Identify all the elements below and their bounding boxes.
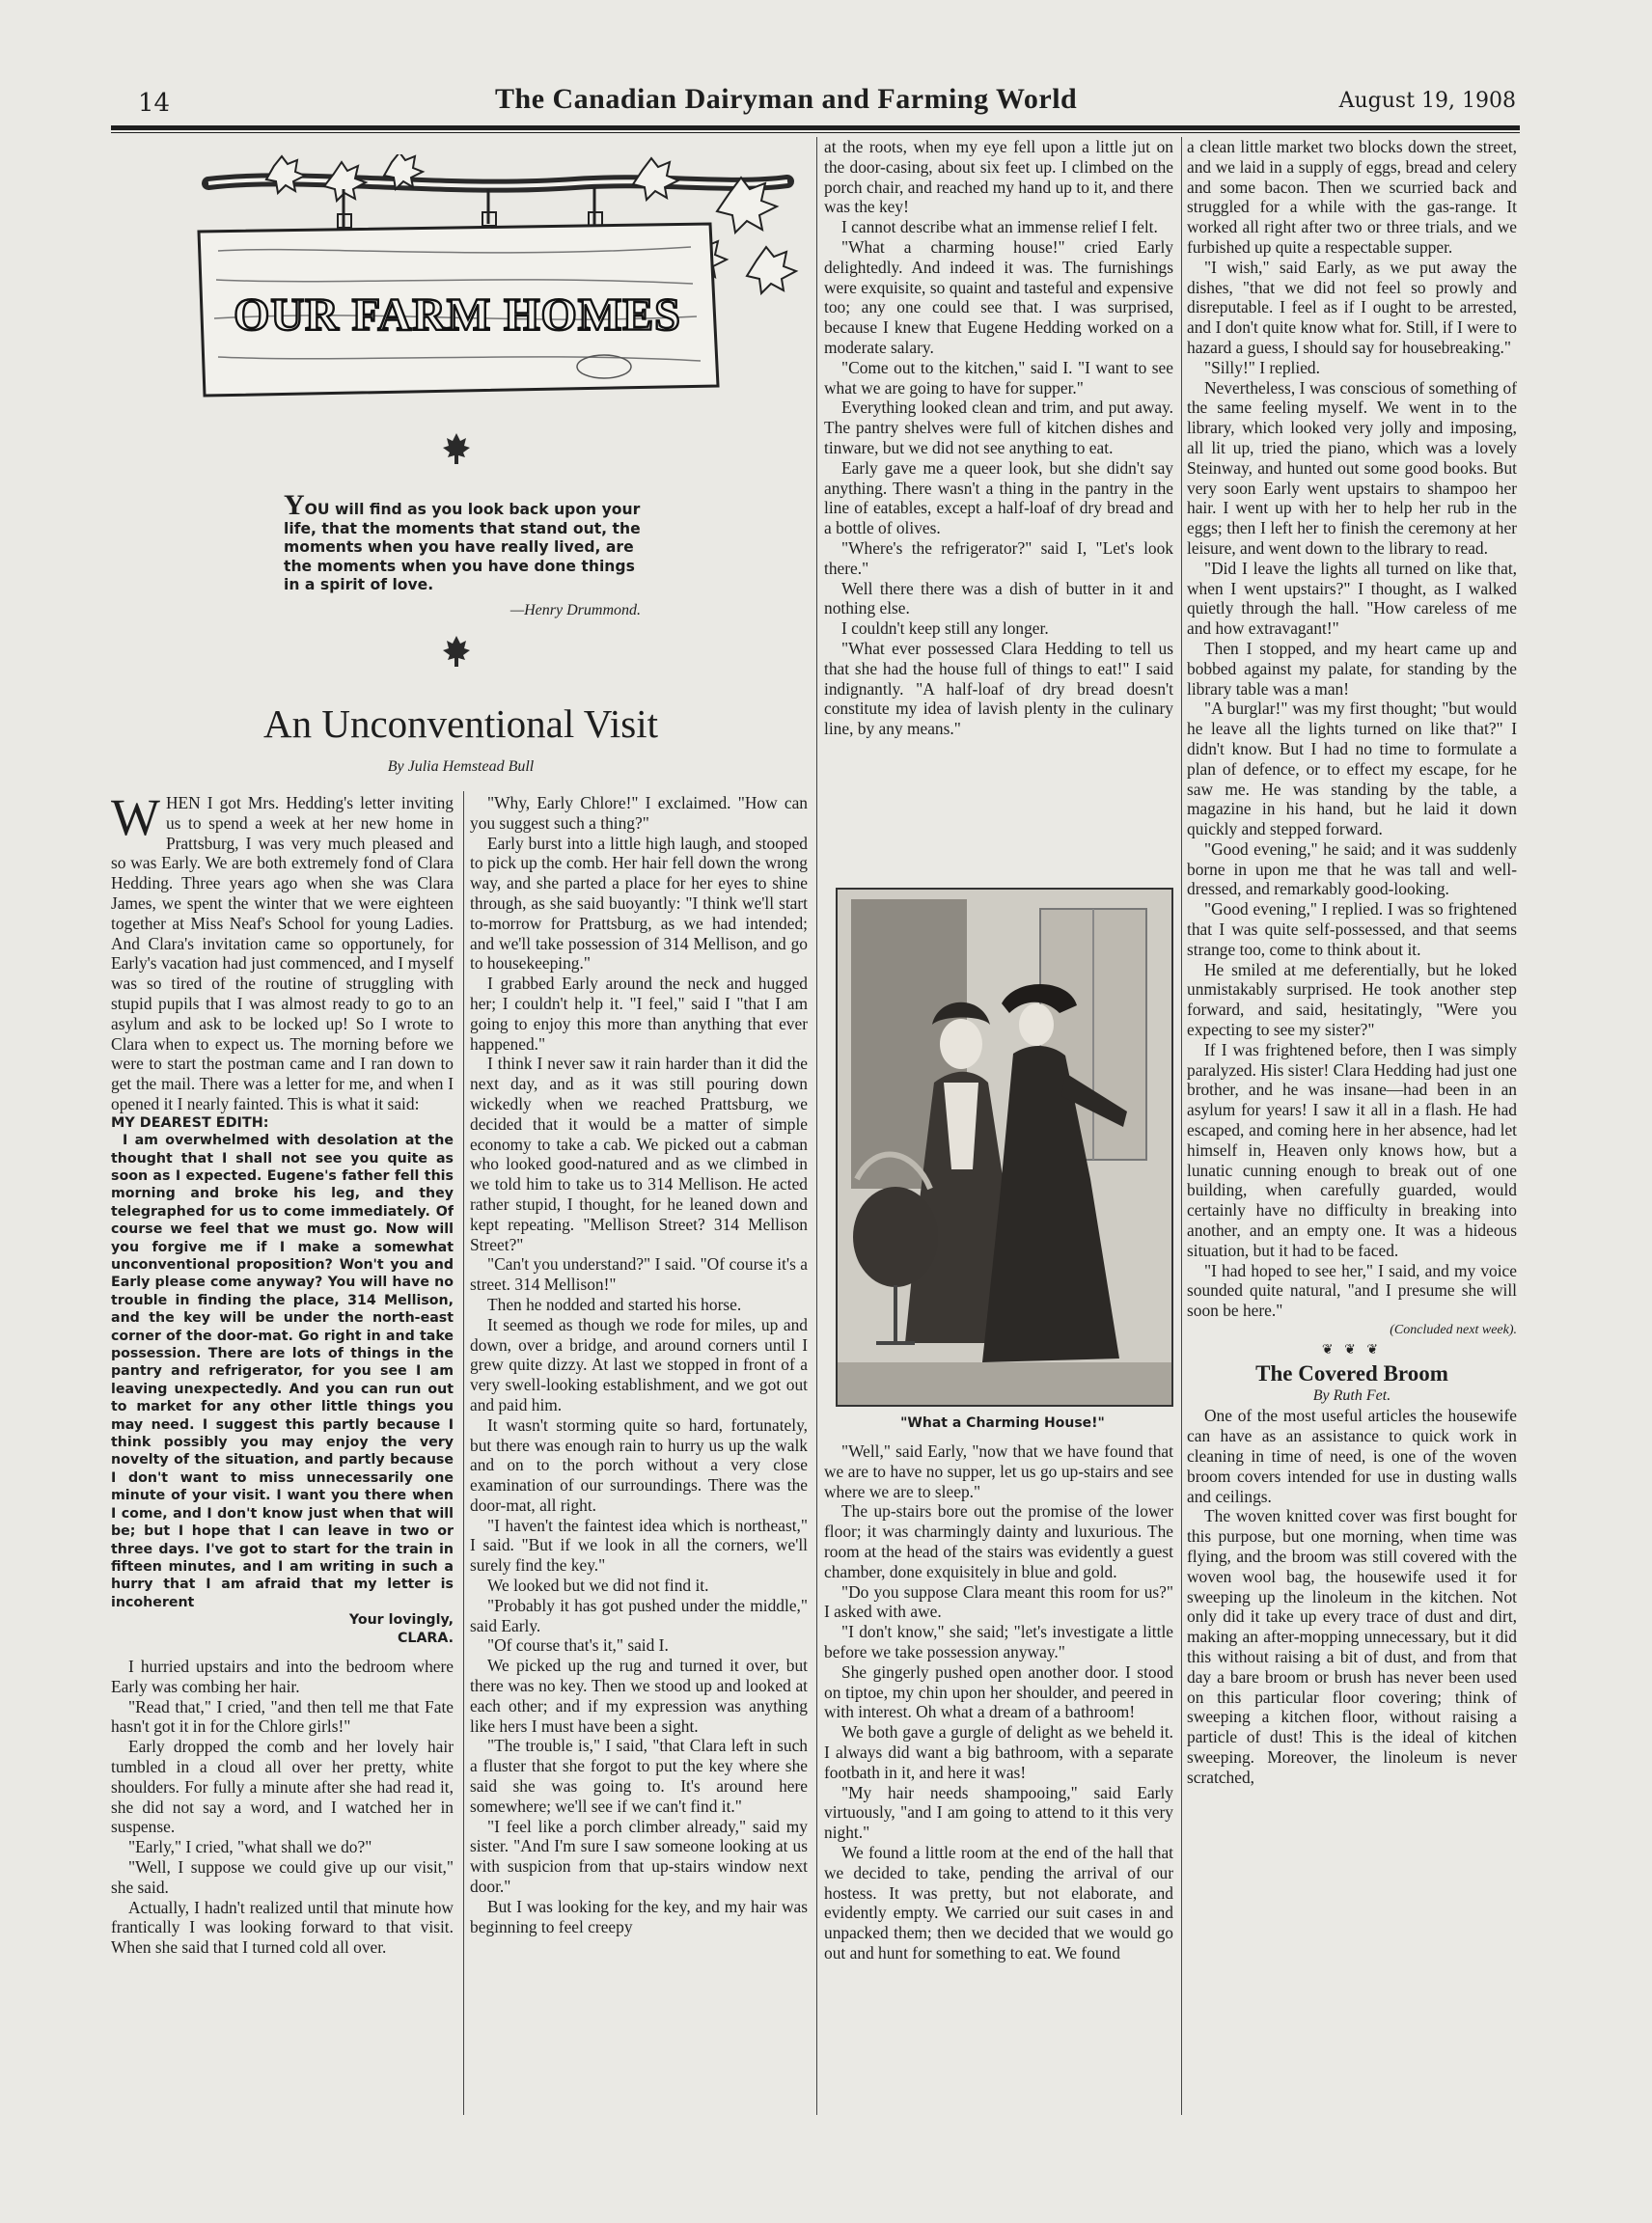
letter-signature: CLARA. [398, 1630, 454, 1646]
article-column-4 [1187, 137, 1517, 2115]
paragraph: "My hair needs shampooing," said Early virtuously, "and I am going to attend to it this very night." [824, 1782, 1173, 1843]
article-column-1 [111, 793, 454, 2115]
paragraph: I think I never saw it rain harder than it did the next day, and as it was still pouring down wickedly when we reached Prattsburg, we decided that it would be a matter of simple economy to take a cab. We picked out a cabman who looked good-natured and as we climbed in we told him to take us to 314 Mellison. He acted rather stupid, I thought, for he leaned down and kept repeating. "Mellison Street? 314 Mellison Street?" [470, 1054, 808, 1254]
paragraph: "Can't you understand?" I said. "Of course it's a street. 314 Mellison!" [470, 1254, 808, 1295]
paragraph: Actually, I hadn't realized until that minute how frantically I was looking forward to that visit. When she said that I turned cold all over. [111, 1897, 454, 1958]
paragraph: "Come out to the kitchen," said I. "I want to see what we are going to have for supper." [824, 357, 1173, 398]
paragraph: "I wish," said Early, as we put away the dishes, "that we did not feel so prowly and disreputable. I feel as if I ought to be arrested, and I don't quite know what for. Still, if I were to hazard a guess, I should say for housebreaking." [1187, 257, 1517, 357]
paragraph: He smiled at me deferentially, but he loked unmistakably surprised. He took another step forward, and said, hesitatingly, "Were you expecting to see my sister?" [1187, 959, 1517, 1040]
paragraph: "Good evening," he said; and it was suddenly borne in upon me that he was tall and well-dressed, and remarkably good-looking. [1187, 838, 1517, 899]
header-rule-thin [111, 132, 1520, 133]
paragraph: I cannot describe what an immense relief I felt. [841, 217, 1158, 237]
paragraph: "Read that," I cried, "and then tell me that Fate hasn't got it in for the Chlore girls!" [111, 1696, 454, 1737]
paragraph: Well there there was a dish of butter in it and nothing else. [824, 578, 1173, 618]
maple-leaf-ornament-icon [442, 431, 471, 464]
paragraph: a clean little market two blocks down the street, and we laid in a supply of eggs, bread and celery and some bacon. Then we scurried back and struggled for a while with the gas-range. It worked all right after two or three trials, and we furbished up quite a respectable supper. [1187, 137, 1517, 257]
paragraph: I hurried upstairs and into the bedroom where Early was combing her hair. [111, 1656, 454, 1696]
paragraph: She gingerly pushed open another door. I stood on tiptoe, my chin upon her shoulder, and peered in with interest. Oh what a dream of a bathroom! [824, 1661, 1173, 1722]
paragraph: "Well, I suppose we could give up our visit," she said. [111, 1856, 454, 1897]
paragraph: "Silly!" I replied. [1204, 357, 1320, 377]
article-column-3-bottom [824, 1441, 1173, 2117]
paragraph: Early burst into a little high laugh, and stooped to pick up the comb. Her hair fell down the wrong way, and she parted a place for her eyes to shine through, as she said buoyantly: "I think we'll start to-morrow for Prattsburg, as we had intended; and we'll take possession of 314 Mellison, and go to housekeeping." [470, 833, 808, 974]
paragraph: The woven knitted cover was first bought for this purpose, but one morning, when time was flying, and the broom was still covered with the woven wool bag, the housewife used it for sweeping up the linoleum in the kitchen. Not only did it take up every trace of dust and dirt, making an after-mopping unnecessary, but it did this without raising a bit of dust, and from that day a bare broom or brush has never been used on this particular floor covering; think of sweeping a kitchen floor, without raising a particle of dust! This is the ideal of kitchen sweeping. Moreover, the linoleum is never scratched, [1187, 1506, 1517, 1787]
svg-text:OUR FARM HOMES: OUR FARM HOMES [234, 289, 681, 341]
paragraph: "Did I leave the lights all turned on like that, when I went upstairs?" I thought, as I walked quietly through the hall. "How careless of me and how extravagant!" [1187, 558, 1517, 639]
paragraph: "What ever possessed Clara Hedding to tell us that she had the house full of things to eat!" I said indignantly. "A half-loaf of dry bread doesn't constitute my idea of lavish plenty in the culinary line, by any means." [824, 638, 1173, 739]
sub-article-byline: By Ruth Fet. [1312, 1386, 1391, 1404]
letter-body: I am overwhelmed with desolation at the thought that I shall not see you quite as soon as I expected. Eugene's father fell this morning and broke his leg, and they telegraphed for us to come immediately. Of course we feel that we must go. Now will you forgive me if I make a somewhat unconventional proposition? Won't you and Early please come anyway? You will have no trouble in finding the place, 314 Mellison, and the key will be under the north-east corner of the door-mat. Go right in and take possession. There are lots of things in the pantry and refrigerator, for you see I am leaving unexpectedly. And you can run out to market for any other little things you may need. I suggest this partly because I think possibly you may enjoy the very novelty of the situation, and partly because I don't want to miss unnecessarily one minute of your visit. I want you there when I come, and I don't know just when that will be; but I hope that I can leave in two or three days. I've got to start for the train in fifteen minutes, and I am writing in such a hurry that I am afraid that my letter is incoherent [111, 1133, 454, 1610]
paragraph: "I feel like a porch climber already," said my sister. "And I'm sure I saw someone looking at us with suspicion from that up-stairs window next door." [470, 1816, 808, 1897]
paragraph: Early gave me a queer look, but she didn't say anything. There wasn't a thing in the pantry in the line of eatables, except a half-loaf of dry bread and a bottle of olives. [824, 457, 1173, 538]
paragraph: "What a charming house!" cried Early delightedly. And indeed it was. The furnishings were exquisite, so quaint and tasteful and expensive too; any one could see that. I was surprised, because I knew that Eugene Hedding worked on a moderate salary. [824, 236, 1173, 357]
quote-initial: Y [284, 489, 305, 521]
paragraph: "Where's the refrigerator?" said I, "Let's look there." [824, 537, 1173, 578]
paragraph: We found a little room at the end of the hall that we decided to take, pending the arrival of our hostess. It was pretty, but not elaborate, and evidently empty. We carried our suit cases in and unpacked them; then we decided that we would go out and hunt for something to eat. We found [824, 1842, 1173, 1962]
paragraph: at the roots, when my eye fell upon a little jut on the door-casing, about six feet up. I climbed on the porch chair, and reached my hand up to it, and there was the key! [824, 137, 1173, 217]
paragraph: Nevertheless, I was conscious of something of the same feeling myself. We went in to the library, which looked very jolly and imposing, all lit up, tried the piano, which was a lovely Steinway, and hunted out some good books. But very soon Early went upstairs to shampoo her hair. I went up with her to help her rub in the eggs; then I left her to finish the ceremony at her leisure, and went down to the library to read. [1187, 377, 1517, 558]
paragraph: "Of course that's it," said I. [487, 1635, 669, 1656]
letter-closing: Your lovingly, [348, 1612, 454, 1629]
paragraph: "Do you suppose Clara meant this room for us?" I asked with awe. [824, 1581, 1173, 1622]
maple-leaf-ornament-icon [442, 634, 471, 667]
paragraph: "The trouble is," I said, "that Clara left in such a fluster that she forgot to put the key where she said she was going to. It's around here somewhere; we'll see if we can't find it." [470, 1736, 808, 1816]
column-divider [1181, 137, 1182, 2115]
paragraph: We both gave a gurgle of delight as we beheld it. I always did want a big bathroom, with a separate footbath in it, and here it was! [824, 1722, 1173, 1782]
drummond-quote [284, 489, 641, 620]
paragraph: "I haven't the faintest idea which is northeast," I said. "But if we look in all the corners, we'll surely find the key." [470, 1515, 808, 1576]
article-title: An Unconventional Visit [262, 701, 659, 746]
quote-author: —Henry Drummond. [509, 601, 641, 618]
paragraph: I couldn't keep still any longer. [841, 618, 1049, 639]
publication-title: The Canadian Dairyman and Farming World [495, 83, 1078, 115]
issue-date: August 19, 1908 [1338, 89, 1516, 113]
paragraph: "Well," said Early, "now that we have found that we are to have no supper, let us go up-stairs and see where we are to sleep." [824, 1441, 1173, 1501]
article-column-3-top [824, 137, 1173, 878]
page-header [111, 81, 1520, 122]
paragraph: "Good evening," I replied. I was so frightened that I was quite self-possessed, and that seems strange too, come to think about it. [1187, 899, 1517, 959]
paragraph: Then I stopped, and my heart came up and bobbed against my palate, for standing by the library table was a man! [1187, 638, 1517, 699]
quote-text: OU will find as you look back upon your life, that the moments that stand out, the moments when you have really lived, are the moments when you have done things in a spirit of love. [284, 501, 641, 594]
paragraph: It seemed as though we rode for miles, up and down, over a bridge, and around corners until I grew quite dizzy. At last we stopped in front of a very swell-looking establishment, and we got out and paid him. [470, 1314, 808, 1414]
paragraph: We looked but we did not find it. [487, 1576, 709, 1596]
column-divider [463, 791, 464, 2115]
illustration-caption: "What a Charming House!" [900, 1415, 1105, 1431]
article-byline: By Julia Hemstead Bull [387, 758, 535, 775]
page-number: 14 [138, 89, 171, 118]
drop-cap: W [111, 793, 160, 846]
header-rule [111, 125, 1520, 130]
article-intro: HEN I got Mrs. Hedding's letter inviting us to spend a week at her new home in Prattsburg, I was very much pleased and so was Early. We are both extremely fond of Clara Hedding. Three years ago when she was Clara James, we spent the winter that we were eighteen together at Miss Neaf's School for young Ladies. And Clara's invitation came so opportunely, for Early's vacation had just commenced, and I myself was so tired of the routine of struggling with stupid pupils that I was almost ready to go to an asylum and ask to be locked up! So I wrote to Clara when to expect us. The morning before we were to start the postman came and I ran down to get the mail. There was a letter for me, and when I opened it I nearly fainted. This is what it said: [111, 793, 454, 1113]
column-divider [816, 137, 817, 2115]
paragraph: "I had hoped to see her," I said, and my voice sounded quite natural, "and I presume she will soon be here." [1187, 1260, 1517, 1321]
letter-salutation: MY DEAREST EDITH: [111, 1114, 269, 1131]
paragraph: If I was frightened before, then I was simply paralyzed. His sister! Clara Hedding had just one brother, and he was insane—had been in an asylum for years! I saw it all in a flash. He had escaped, and coming here in her absence, had let himself in, Heaven only knows how, but a lunatic cunning enough to break out of one building, when carefully guarded, would certainly have no difficulty in breaking into another, and an empty one. It was a hideous situation, but it had to be faced. [1187, 1039, 1517, 1260]
paragraph: I grabbed Early around the neck and hugged her; I couldn't help it. "I feel," said I "that I am going to enjoy this more than anything that ever happened." [470, 974, 808, 1054]
paragraph: One of the most useful articles the housewife can have as an assistance to quick work in cleaning in time of need, is one of the woven broom covers intended for use in dusting walls and ceilings. [1187, 1406, 1517, 1506]
paragraph: We picked up the rug and turned it over, but there was no key. Then we stood up and looked at each other; and if my expression was anything like hers I must have been a sight. [470, 1656, 808, 1736]
concluded-next-week: (Concluded next week). [1390, 1323, 1517, 1338]
paragraph: "A burglar!" was my first thought; "but would he leave all the lights turned on like that?" I didn't know. But I had no time to formulate a plan of defence, or to effect my escape, for he saw me. He was standing by the table, a magazine in his hand, but he laid it down quickly and stepped forward. [1187, 699, 1517, 839]
paragraph: Everything looked clean and trim, and put away. The pantry shelves were full of kitchen dishes and tinware, but we did not see anything to eat. [824, 398, 1173, 457]
our-farm-homes-banner [189, 154, 807, 407]
paragraph: "Early," I cried, "what shall we do?" [128, 1837, 372, 1857]
clara-letter [111, 1114, 454, 1647]
paragraph: It wasn't storming quite so hard, fortunately, but there was enough rain to hurry us up the walk and on to the porch without a very close examination of our surroundings. There was the door-mat, all right. [470, 1414, 808, 1515]
charming-house-illustration [836, 888, 1173, 1407]
paragraph: "Probably it has got pushed under the middle," said Early. [470, 1595, 808, 1635]
paragraph: Then he nodded and started his horse. [487, 1294, 742, 1314]
paragraph: But I was looking for the key, and my hair was beginning to feel creepy [470, 1896, 808, 1936]
paragraph: "Why, Early Chlore!" I exclaimed. "How can you suggest such a thing?" [470, 793, 808, 833]
article-column-2 [470, 793, 808, 2115]
paragraph: "I don't know," she said; "let's investigate a little before we take possession anyway." [824, 1622, 1173, 1661]
sub-article-title: The Covered Broom [1255, 1360, 1448, 1386]
paragraph: The up-stairs bore out the promise of the lower floor; it was charmingly dainty and luxurious. The room at the head of the stairs was evidently a guest chamber, done exquisitely in blue and gold. [824, 1501, 1173, 1581]
paragraph: Early dropped the comb and her lovely hair tumbled in a cloud all over her pretty, white shoulders. For fully a minute after she had read it, she did not say a word, and I watched her in suspense. [111, 1737, 454, 1837]
section-separator: ❦ ❦ ❦ [1321, 1342, 1383, 1358]
